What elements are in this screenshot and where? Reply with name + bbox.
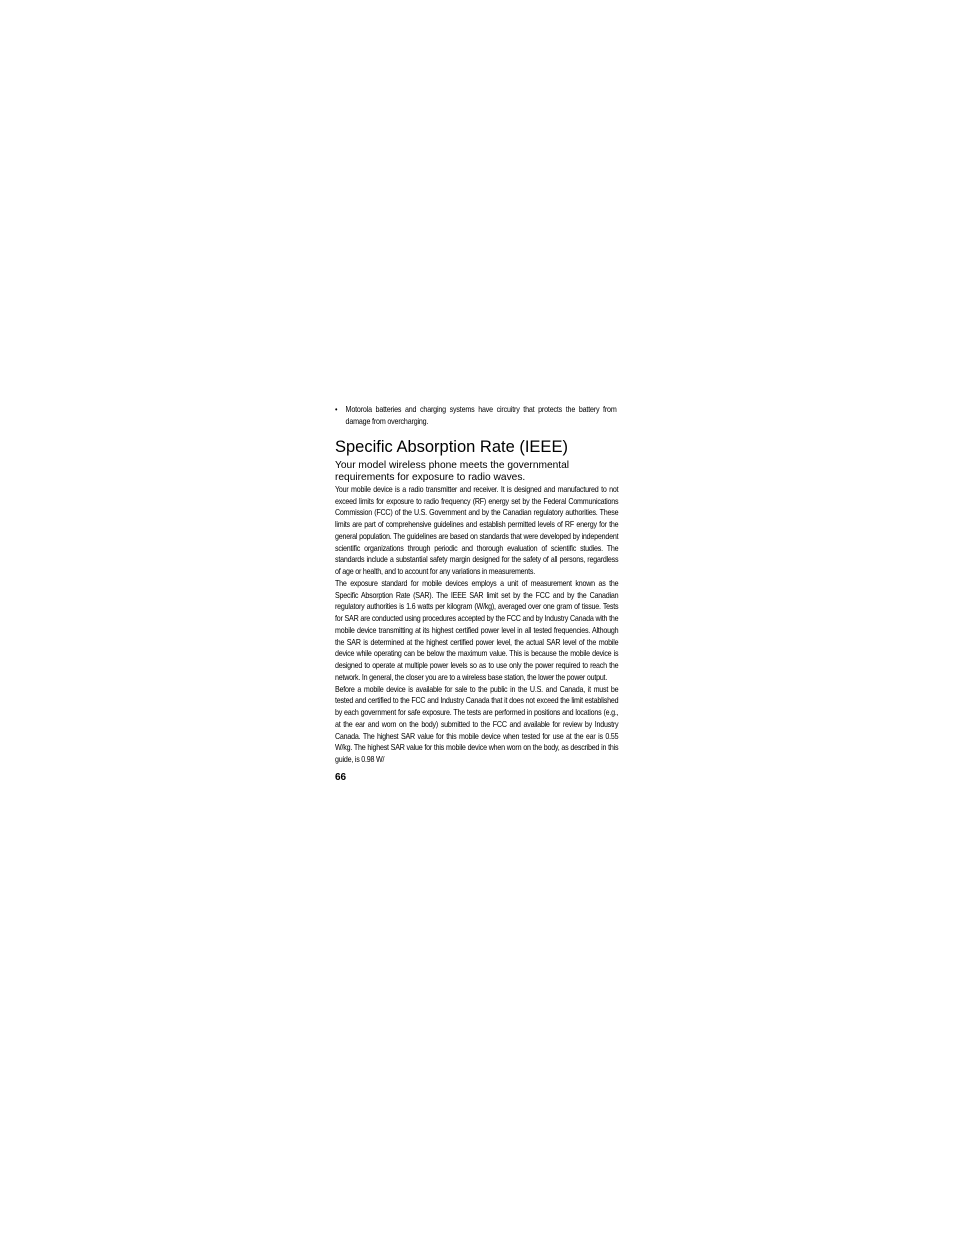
paragraph-rf-overview: Your mobile device is a radio transmitter and receiver. It is designed and manufactured to not exceed limits for exposure to radio frequency (RF) energy set by the Federal Communications Commission (FCC) of the U.S. Government and by the Canadian regulatory authorities. These limits are part of comprehensive guidelines and establish permitted levels of RF energy for the general population. The guidelines are based on standards that were developed by independent scientific organizations through periodic and thorough evaluation of scientific studies. The standards include a substantial safety margin designed for the safety of all persons, regardless of age or health, and to account for any variations in measurements. <box>335 484 619 577</box>
section-intro: Your model wireless phone meets the governmental requirements for exposure to radio waves. <box>335 460 570 483</box>
bullet-item-battery <box>335 404 617 427</box>
page-number: 66 <box>335 771 347 783</box>
bullet-icon: • <box>335 405 338 414</box>
body-text <box>335 484 619 766</box>
paragraph-sar-standard: The exposure standard for mobile devices employs a unit of measurement known as the Specific Absorption Rate (SAR). The IEEE SAR limit set by the FCC and by the Canadian regulatory authorities is 1.6 watts per kilogram (W/kg), averaged over one gram of tissue. Tests for SAR are conducted using procedures accepted by the FCC and by Industry Canada with the mobile device transmitting at its highest certified power level in all tested frequencies. Although the SAR is determined at the highest certified power level, the actual SAR level of the mobile device while operating can be below the maximum value. This is because the mobile device is designed to operate at multiple power levels so as to use only the power required to reach the network. In general, the closer you are to a wireless base station, the lower the power output. <box>335 578 619 682</box>
bullet-text: Motorola batteries and charging systems have circuitry that protects the battery from damage from overcharging. <box>345 405 617 426</box>
section-title: Specific Absorption Rate (IEEE) <box>335 438 568 457</box>
paragraph-certification: Before a mobile device is available for sale to the public in the U.S. and Canada, it must be tested and certified to the FCC and Industry Canada that it does not exceed the limit established by each government for safe exposure. The tests are performed in positions and locations (e.g., at the ear and worn on the body) submitted to the FCC and available for review by Industry Canada. The highest SAR value for this mobile device when tested for use at the ear is 0.55 W/kg. The highest SAR value for this mobile device when worn on the body, as described in this guide, is 0.98 W/ <box>335 684 619 765</box>
page-content <box>335 404 619 784</box>
